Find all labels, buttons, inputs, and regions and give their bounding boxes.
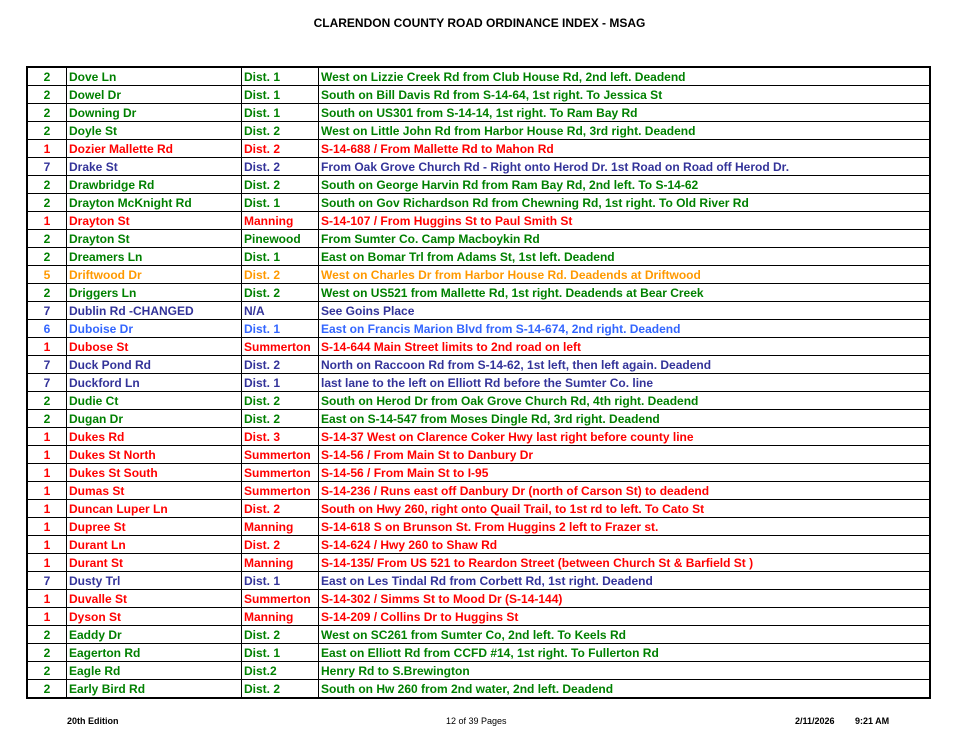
row-district: Dist. 1 (242, 248, 319, 266)
row-directions: West on Little John Rd from Harbor House Rd, 3rd right. Deadend (319, 122, 931, 140)
table-row (27, 122, 930, 140)
row-road-name: Doyle St (67, 122, 242, 140)
row-directions: S-14-688 / From Mallette Rd to Mahon Rd (319, 140, 931, 158)
table-row (27, 67, 930, 86)
row-directions: South on Hwy 260, right onto Quail Trail, to 1st rd to left. To Cato St (319, 500, 931, 518)
row-district: Dist. 2 (242, 266, 319, 284)
table-row (27, 608, 930, 626)
row-code: 7 (27, 374, 67, 392)
row-district: Dist. 2 (242, 356, 319, 374)
row-code: 2 (27, 410, 67, 428)
row-road-name: Durant St (67, 554, 242, 572)
table-row (27, 590, 930, 608)
road-index-table (26, 66, 931, 699)
row-road-name: Dozier Mallette Rd (67, 140, 242, 158)
row-district: Dist. 2 (242, 158, 319, 176)
row-directions: South on George Harvin Rd from Ram Bay Rd, 2nd left. To S-14-62 (319, 176, 931, 194)
row-district: Dist.2 (242, 662, 319, 680)
row-code: 7 (27, 572, 67, 590)
row-road-name: Dukes St South (67, 464, 242, 482)
row-code: 2 (27, 122, 67, 140)
table-row (27, 374, 930, 392)
row-district: Dist. 2 (242, 410, 319, 428)
row-code: 1 (27, 446, 67, 464)
row-road-name: Duvalle St (67, 590, 242, 608)
row-code: 2 (27, 248, 67, 266)
row-code: 2 (27, 230, 67, 248)
row-code: 2 (27, 626, 67, 644)
row-road-name: Eagle Rd (67, 662, 242, 680)
row-directions: West on Lizzie Creek Rd from Club House Rd, 2nd left. Deadend (319, 67, 931, 86)
row-code: 7 (27, 356, 67, 374)
row-directions: S-14-302 / Simms St to Mood Dr (S-14-144) (319, 590, 931, 608)
table-row (27, 464, 930, 482)
row-code: 2 (27, 104, 67, 122)
row-road-name: Early Bird Rd (67, 680, 242, 699)
table-row (27, 338, 930, 356)
row-directions: See Goins Place (319, 302, 931, 320)
row-code: 1 (27, 212, 67, 230)
row-road-name: Drawbridge Rd (67, 176, 242, 194)
row-directions: East on Elliott Rd from CCFD #14, 1st right. To Fullerton Rd (319, 644, 931, 662)
table-row (27, 500, 930, 518)
row-directions: S-14-37 West on Clarence Coker Hwy last right before county line (319, 428, 931, 446)
row-directions: last lane to the left on Elliott Rd before the Sumter Co. line (319, 374, 931, 392)
row-road-name: Dupree St (67, 518, 242, 536)
row-district: Dist. 1 (242, 374, 319, 392)
row-code: 6 (27, 320, 67, 338)
row-directions: S-14-209 / Collins Dr to Huggins St (319, 608, 931, 626)
row-directions: S-14-56 / From Main St to I-95 (319, 464, 931, 482)
row-district: Dist. 3 (242, 428, 319, 446)
row-district: Dist. 2 (242, 500, 319, 518)
row-road-name: Dudie Ct (67, 392, 242, 410)
row-district: N/A (242, 302, 319, 320)
row-district: Dist. 1 (242, 572, 319, 590)
table-row (27, 644, 930, 662)
row-code: 2 (27, 662, 67, 680)
row-road-name: Dumas St (67, 482, 242, 500)
row-code: 1 (27, 536, 67, 554)
row-directions: From Oak Grove Church Rd - Right onto Herod Dr. 1st Road on Road off Herod Dr. (319, 158, 931, 176)
row-directions: S-14-135/ From US 521 to Reardon Street (between Church St & Barfield St ) (319, 554, 931, 572)
row-road-name: Downing Dr (67, 104, 242, 122)
row-district: Dist. 1 (242, 320, 319, 338)
row-district: Dist. 2 (242, 176, 319, 194)
row-road-name: Dreamers Ln (67, 248, 242, 266)
row-road-name: Dukes St North (67, 446, 242, 464)
row-road-name: Drayton St (67, 212, 242, 230)
row-code: 1 (27, 518, 67, 536)
row-code: 1 (27, 554, 67, 572)
table-row (27, 284, 930, 302)
row-code: 1 (27, 500, 67, 518)
row-directions: South on Hw 260 from 2nd water, 2nd left. Deadend (319, 680, 931, 699)
table-row (27, 410, 930, 428)
row-district: Manning (242, 554, 319, 572)
row-code: 1 (27, 464, 67, 482)
row-district: Dist. 2 (242, 122, 319, 140)
table-row (27, 86, 930, 104)
row-directions: S-14-107 / From Huggins St to Paul Smith St (319, 212, 931, 230)
row-code: 2 (27, 194, 67, 212)
row-road-name: Drayton McKnight Rd (67, 194, 242, 212)
table-row (27, 428, 930, 446)
row-directions: East on Les Tindal Rd from Corbett Rd, 1st right. Deadend (319, 572, 931, 590)
row-directions: From Sumter Co. Camp Macboykin Rd (319, 230, 931, 248)
table-row (27, 554, 930, 572)
row-code: 2 (27, 392, 67, 410)
row-code: 1 (27, 482, 67, 500)
table-row (27, 392, 930, 410)
row-directions: West on Charles Dr from Harbor House Rd. Deadends at Driftwood (319, 266, 931, 284)
table-row (27, 356, 930, 374)
row-directions: East on Francis Marion Blvd from S-14-674, 2nd right. Deadend (319, 320, 931, 338)
row-road-name: Dugan Dr (67, 410, 242, 428)
row-district: Dist. 2 (242, 680, 319, 699)
row-road-name: Duboise Dr (67, 320, 242, 338)
row-road-name: Driftwood Dr (67, 266, 242, 284)
table-row (27, 626, 930, 644)
table-row (27, 518, 930, 536)
row-road-name: Dubose St (67, 338, 242, 356)
row-district: Dist. 1 (242, 86, 319, 104)
row-district: Dist. 2 (242, 140, 319, 158)
row-district: Dist. 2 (242, 284, 319, 302)
table-row (27, 212, 930, 230)
row-district: Dist. 1 (242, 104, 319, 122)
table-row (27, 248, 930, 266)
row-district: Manning (242, 212, 319, 230)
row-road-name: Dowel Dr (67, 86, 242, 104)
row-code: 2 (27, 67, 67, 86)
row-directions: Henry Rd to S.Brewington (319, 662, 931, 680)
row-road-name: Dusty Trl (67, 572, 242, 590)
row-directions: S-14-618 S on Brunson St. From Huggins 2 left to Frazer st. (319, 518, 931, 536)
row-road-name: Dukes Rd (67, 428, 242, 446)
table-row (27, 158, 930, 176)
table-row (27, 536, 930, 554)
row-directions: South on Gov Richardson Rd from Chewning Rd, 1st right. To Old River Rd (319, 194, 931, 212)
footer-date: 2/11/2026 (795, 716, 835, 726)
row-road-name: Drayton St (67, 230, 242, 248)
table-row (27, 662, 930, 680)
table-row (27, 176, 930, 194)
row-district: Summerton (242, 464, 319, 482)
table-row (27, 302, 930, 320)
row-code: 1 (27, 590, 67, 608)
row-road-name: Eaddy Dr (67, 626, 242, 644)
row-code: 2 (27, 284, 67, 302)
row-directions: West on SC261 from Sumter Co, 2nd left. To Keels Rd (319, 626, 931, 644)
table-row (27, 572, 930, 590)
footer-time: 9:21 AM (855, 716, 890, 726)
row-code: 1 (27, 140, 67, 158)
row-directions: North on Raccoon Rd from S-14-62, 1st left, then left again. Deadend (319, 356, 931, 374)
row-code: 5 (27, 266, 67, 284)
row-road-name: Driggers Ln (67, 284, 242, 302)
row-road-name: Duckford Ln (67, 374, 242, 392)
row-directions: West on US521 from Mallette Rd, 1st right. Deadends at Bear Creek (319, 284, 931, 302)
footer-page-count: 12 of 39 Pages (446, 716, 507, 726)
row-district: Summerton (242, 446, 319, 464)
row-road-name: Eagerton Rd (67, 644, 242, 662)
row-directions: South on Bill Davis Rd from S-14-64, 1st right. To Jessica St (319, 86, 931, 104)
row-road-name: Dublin Rd -CHANGED (67, 302, 242, 320)
row-district: Manning (242, 608, 319, 626)
row-directions: East on Bomar Trl from Adams St, 1st left. Deadend (319, 248, 931, 266)
row-district: Manning (242, 518, 319, 536)
row-district: Dist. 1 (242, 194, 319, 212)
table-row (27, 320, 930, 338)
row-code: 1 (27, 428, 67, 446)
row-road-name: Dyson St (67, 608, 242, 626)
row-code: 7 (27, 158, 67, 176)
row-directions: S-14-644 Main Street limits to 2nd road on left (319, 338, 931, 356)
table-row (27, 482, 930, 500)
row-code: 2 (27, 644, 67, 662)
row-road-name: Drake St (67, 158, 242, 176)
table-row (27, 194, 930, 212)
table-row (27, 266, 930, 284)
table-row (27, 230, 930, 248)
table-row (27, 446, 930, 464)
row-code: 1 (27, 338, 67, 356)
row-district: Dist. 1 (242, 644, 319, 662)
row-district: Pinewood (242, 230, 319, 248)
row-district: Dist. 2 (242, 626, 319, 644)
table-row (27, 680, 930, 699)
row-road-name: Duncan Luper Ln (67, 500, 242, 518)
road-index-body (27, 67, 930, 698)
row-code: 2 (27, 680, 67, 699)
row-code: 7 (27, 302, 67, 320)
row-directions: S-14-624 / Hwy 260 to Shaw Rd (319, 536, 931, 554)
row-directions: S-14-236 / Runs east off Danbury Dr (north of Carson St) to deadend (319, 482, 931, 500)
row-directions: South on Herod Dr from Oak Grove Church Rd, 4th right. Deadend (319, 392, 931, 410)
row-directions: S-14-56 / From Main St to Danbury Dr (319, 446, 931, 464)
row-code: 1 (27, 608, 67, 626)
row-code: 2 (27, 86, 67, 104)
row-code: 2 (27, 176, 67, 194)
row-road-name: Durant Ln (67, 536, 242, 554)
row-district: Dist. 1 (242, 67, 319, 86)
row-district: Summerton (242, 482, 319, 500)
row-road-name: Duck Pond Rd (67, 356, 242, 374)
page-title: CLARENDON COUNTY ROAD ORDINANCE INDEX - MSAG (313, 16, 646, 30)
row-directions: South on US301 from S-14-14, 1st right. To Ram Bay Rd (319, 104, 931, 122)
row-district: Summerton (242, 590, 319, 608)
table-row (27, 140, 930, 158)
row-road-name: Dove Ln (67, 67, 242, 86)
row-district: Dist. 2 (242, 536, 319, 554)
table-row (27, 104, 930, 122)
row-directions: East on S-14-547 from Moses Dingle Rd, 3rd right. Deadend (319, 410, 931, 428)
row-district: Dist. 2 (242, 392, 319, 410)
row-district: Summerton (242, 338, 319, 356)
footer-edition: 20th Edition (67, 716, 119, 726)
